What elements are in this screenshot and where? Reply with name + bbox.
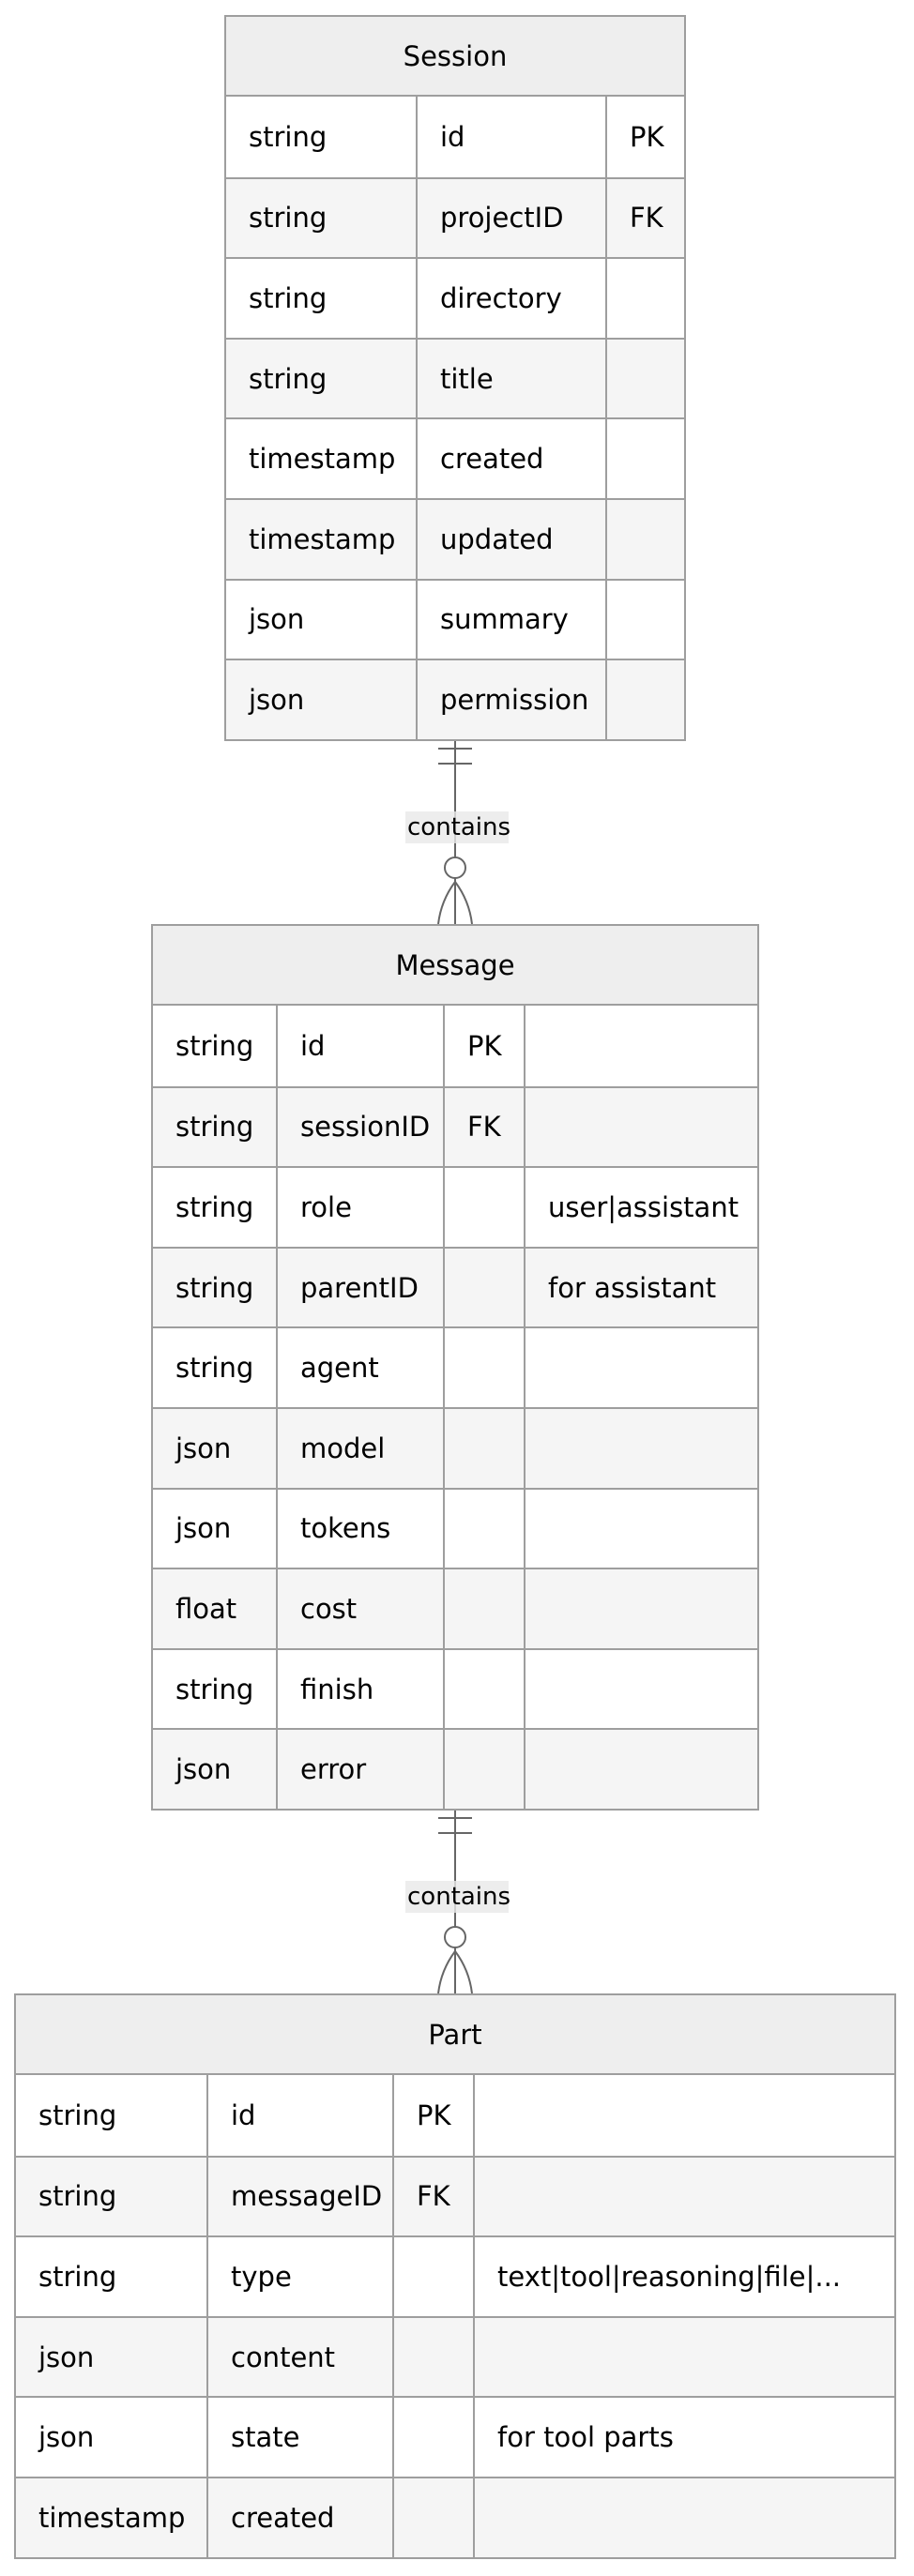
attr-key bbox=[605, 660, 684, 739]
attr-key bbox=[443, 1650, 524, 1729]
attr-comment bbox=[524, 1088, 757, 1167]
table-row bbox=[153, 1086, 757, 1167]
attr-type: json bbox=[175, 1753, 232, 1786]
attr-type: string bbox=[249, 281, 328, 314]
attr-type: json bbox=[175, 1512, 232, 1545]
table-row bbox=[153, 1648, 757, 1729]
entity-title: Message bbox=[153, 926, 757, 1006]
table-row bbox=[16, 2316, 894, 2397]
attr-type: string bbox=[249, 202, 328, 235]
attr-name: projectID bbox=[416, 179, 605, 258]
attr-comment: for assistant bbox=[524, 1249, 757, 1327]
attr-key bbox=[392, 2237, 473, 2316]
attr-type: string bbox=[175, 1190, 254, 1223]
attr-key bbox=[392, 2318, 473, 2397]
relationship-label: contains bbox=[407, 813, 511, 841]
attr-name: summary bbox=[416, 581, 605, 659]
attr-type: timestamp bbox=[38, 2501, 186, 2534]
attr-type: string bbox=[38, 2099, 117, 2131]
attr-name: id bbox=[276, 1006, 443, 1086]
attr-comment bbox=[524, 1006, 757, 1086]
table-row bbox=[16, 2235, 894, 2316]
table-row bbox=[153, 1488, 757, 1568]
attr-comment: text|tool|reasoning|file|... bbox=[473, 2237, 894, 2316]
attr-comment bbox=[524, 1328, 757, 1407]
attr-type: float bbox=[175, 1592, 237, 1625]
attr-key: PK bbox=[392, 2075, 473, 2156]
attr-key bbox=[443, 1409, 524, 1488]
attr-name: updated bbox=[416, 500, 605, 579]
attr-key: FK bbox=[605, 179, 684, 258]
attr-key bbox=[605, 419, 684, 498]
attr-name: created bbox=[416, 419, 605, 498]
entity-title: Part bbox=[16, 1995, 894, 2075]
attr-name: content bbox=[206, 2318, 392, 2397]
attr-type: json bbox=[38, 2421, 95, 2454]
attr-name: error bbox=[276, 1730, 443, 1809]
table-row bbox=[226, 257, 684, 338]
attr-name: id bbox=[206, 2075, 392, 2156]
attr-name: state bbox=[206, 2398, 392, 2477]
zero-circle bbox=[445, 1927, 465, 1947]
attr-key bbox=[443, 1730, 524, 1809]
attr-comment: user|assistant bbox=[524, 1168, 757, 1247]
attr-type: string bbox=[175, 1111, 254, 1144]
attr-key bbox=[443, 1328, 524, 1407]
table-row bbox=[16, 2477, 894, 2557]
attr-type: json bbox=[38, 2341, 95, 2373]
attr-type: timestamp bbox=[249, 443, 396, 476]
attr-name: tokens bbox=[276, 1490, 443, 1568]
table-row bbox=[226, 338, 684, 418]
attr-key bbox=[443, 1168, 524, 1247]
table-row bbox=[16, 2156, 894, 2236]
entity-title: Session bbox=[226, 17, 684, 97]
table-row bbox=[153, 1568, 757, 1648]
attr-type: json bbox=[249, 603, 305, 636]
attr-key bbox=[392, 2478, 473, 2557]
table-row bbox=[226, 177, 684, 258]
table-row bbox=[16, 2075, 894, 2156]
table-row bbox=[153, 1247, 757, 1327]
attr-name: id bbox=[416, 97, 605, 177]
attr-key: FK bbox=[392, 2158, 473, 2236]
attr-type: string bbox=[249, 120, 328, 153]
attr-key bbox=[443, 1569, 524, 1648]
attr-key bbox=[443, 1490, 524, 1568]
table-row bbox=[153, 1728, 757, 1809]
attr-type: string bbox=[38, 2180, 117, 2213]
attr-name: agent bbox=[276, 1328, 443, 1407]
attr-type: string bbox=[175, 1673, 254, 1705]
attr-comment bbox=[473, 2478, 894, 2557]
entity-part bbox=[14, 1993, 896, 2559]
attr-comment bbox=[524, 1490, 757, 1568]
attr-name: finish bbox=[276, 1650, 443, 1729]
attr-comment bbox=[473, 2158, 894, 2236]
attr-key: FK bbox=[443, 1088, 524, 1167]
table-row bbox=[226, 97, 684, 177]
table-row bbox=[226, 579, 684, 659]
attr-name: sessionID bbox=[276, 1088, 443, 1167]
attr-name: messageID bbox=[206, 2158, 392, 2236]
attr-type: string bbox=[38, 2260, 117, 2293]
attr-name: type bbox=[206, 2237, 392, 2316]
table-row bbox=[153, 1407, 757, 1488]
table-row bbox=[16, 2396, 894, 2477]
attr-key bbox=[605, 259, 684, 338]
attr-key bbox=[392, 2398, 473, 2477]
entity-session bbox=[224, 15, 686, 741]
attr-name: title bbox=[416, 340, 605, 418]
attr-type: string bbox=[175, 1029, 254, 1062]
attr-comment bbox=[524, 1730, 757, 1809]
attr-comment bbox=[524, 1409, 757, 1488]
attr-name: permission bbox=[416, 660, 605, 739]
attr-type: json bbox=[249, 683, 305, 716]
attr-key bbox=[443, 1249, 524, 1327]
attr-name: created bbox=[206, 2478, 392, 2557]
zero-circle bbox=[445, 857, 465, 878]
attr-comment bbox=[473, 2075, 894, 2156]
attr-name: parentID bbox=[276, 1249, 443, 1327]
attr-key: PK bbox=[605, 97, 684, 177]
attr-type: timestamp bbox=[249, 523, 396, 555]
attr-key bbox=[605, 500, 684, 579]
table-row bbox=[153, 1166, 757, 1247]
table-row bbox=[226, 417, 684, 498]
attr-comment bbox=[473, 2318, 894, 2397]
attr-name: cost bbox=[276, 1569, 443, 1648]
attr-type: json bbox=[175, 1432, 232, 1464]
attr-key: PK bbox=[443, 1006, 524, 1086]
attr-key bbox=[605, 581, 684, 659]
attr-name: role bbox=[276, 1168, 443, 1247]
attr-comment bbox=[524, 1650, 757, 1729]
attr-name: directory bbox=[416, 259, 605, 338]
attr-type: string bbox=[249, 362, 328, 395]
attr-key bbox=[605, 340, 684, 418]
table-row bbox=[226, 498, 684, 579]
table-row bbox=[153, 1326, 757, 1407]
attr-comment: for tool parts bbox=[473, 2398, 894, 2477]
relationship-label: contains bbox=[407, 1883, 511, 1911]
table-row bbox=[226, 659, 684, 739]
table-row bbox=[153, 1006, 757, 1086]
attr-type: string bbox=[175, 1271, 254, 1304]
entity-message bbox=[151, 924, 759, 1811]
attr-type: string bbox=[175, 1352, 254, 1385]
attr-name: model bbox=[276, 1409, 443, 1488]
attr-comment bbox=[524, 1569, 757, 1648]
